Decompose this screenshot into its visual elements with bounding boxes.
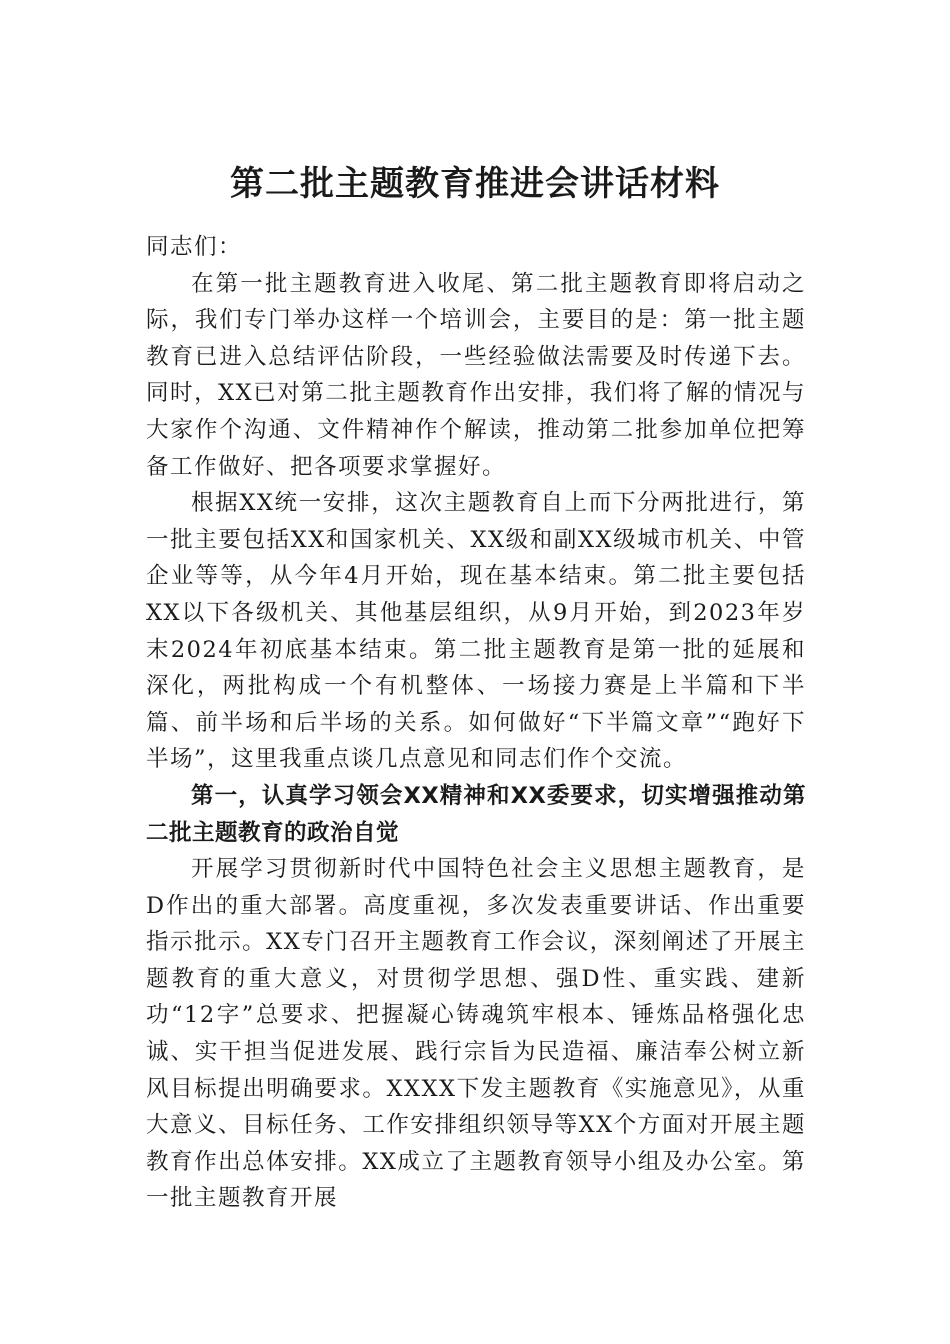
document-body bbox=[146, 229, 806, 1217]
paragraph-1: 在第一批主题教育进入收尾、第二批主题教育即将启动之际，我们专门举办这样一个培训会，主要目的是：第一批主题教育已进入总结评估阶段，一些经验做法需要及时传递下去。同时，XX已对第二批主题教育作出安排，我们将了解的情况与大家作个沟通、文件精神作个解读，推动第二批参加单位把筹备工作做好、把各项要求掌握好。 bbox=[146, 270, 806, 480]
document-title: 第二批主题教育推进会讲话材料 bbox=[230, 164, 720, 204]
paragraph-3: 开展学习贯彻新时代中国特色社会主义思想主题教育，是D作出的重大部署。高度重视，多次发表重要讲话、作出重要指示批示。XX专门召开主题教育工作会议，深刻阐述了开展主题教育的重大意义，对贯彻学思想、强D性、重实践、建新功“12字”总要求、把握凝心铸魂筑牢根本、锤炼品格强化忠诚、实干担当促进发展、践行宗旨为民造福、廉洁奉公树立新风目标提出明确要求。XXXX下发主题教育《实施意见》，从重大意义、目标任务、工作安排组织领导等XX个方面对开展主题教育作出总体安排。XX成立了主题教育领导小组及办公室。第一批主题教育开展 bbox=[146, 856, 806, 1212]
section-heading-1: 第一，认真学习领会XX精神和XX委要求，切实增强推动第二批主题教育的政治自觉 bbox=[146, 782, 806, 846]
paragraph-2: 根据XX统一安排，这次主题教育自上而下分两批进行，第一批主要包括XX和国家机关、XX级和副XX级城市机关、中管企业等等，从今年4月开始，现在基本结束。第二批主要包括XX以下各级机关、其他基层组织，从9月开始，到2023年岁末2024年初底基本结束。第二批主题教育是第一批的延展和深化，两批构成一个有机整体、一场接力赛是上半篇和下半篇、前半场和后半场的关系。如何做好“下半篇文章”“跑好下半场”，这里我重点谈几点意见和同志们作个交流。 bbox=[146, 490, 806, 773]
salutation: 同志们： bbox=[146, 234, 243, 260]
